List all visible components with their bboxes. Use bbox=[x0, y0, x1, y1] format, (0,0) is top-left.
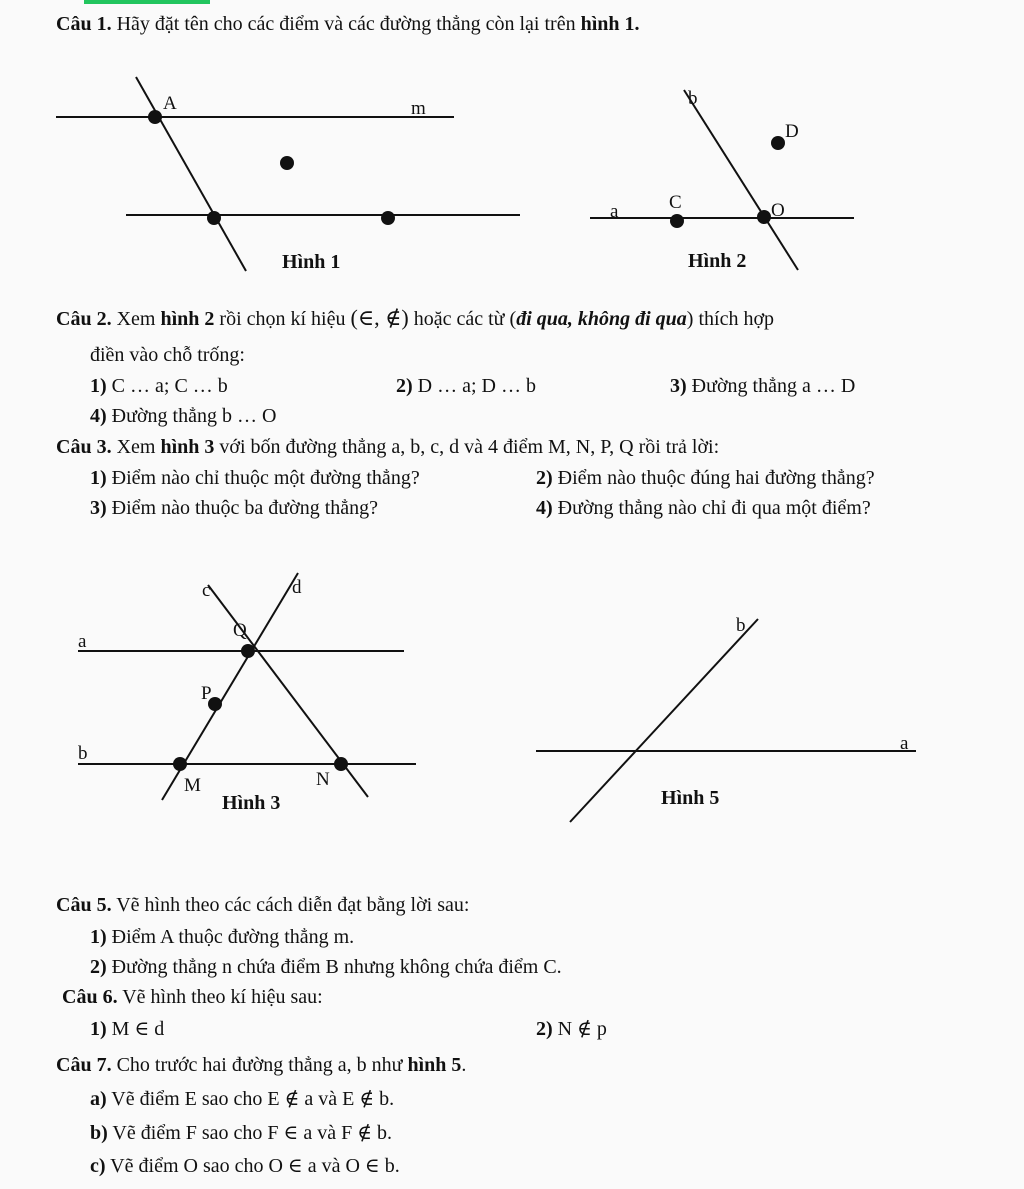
figure-2 bbox=[590, 80, 860, 280]
q3-item-1-num: 1) bbox=[90, 467, 107, 489]
fig2-label-a: a bbox=[610, 201, 619, 222]
q2-item-3-text: Đường thẳng a … D bbox=[686, 375, 856, 397]
fig3-point-M bbox=[173, 757, 187, 771]
q2-item-2-num: 2) bbox=[396, 375, 413, 397]
q2-italic-words: đi qua, không đi qua bbox=[516, 308, 687, 330]
q2-item-4-text: Đường thẳng b … O bbox=[106, 405, 277, 427]
q2-item-1-num: 1) bbox=[90, 375, 107, 397]
fig3-label-N: N bbox=[316, 769, 330, 790]
q3-figure-ref: hình 3 bbox=[160, 436, 215, 458]
q1-line bbox=[56, 12, 640, 36]
q3-item-2-num: 2) bbox=[536, 467, 553, 489]
fig3-label-P: P bbox=[201, 683, 212, 704]
q6-item-1-text: M ∈ d bbox=[106, 1018, 165, 1040]
q1-text: Hãy đặt tên cho các điểm và các đường thẳng còn lại trên bbox=[111, 13, 581, 35]
fig5-caption: Hình 5 bbox=[661, 787, 720, 809]
fig2-label-D: D bbox=[785, 121, 799, 142]
q3-label: Câu 3. bbox=[56, 436, 112, 458]
q7-text-b: . bbox=[461, 1054, 467, 1076]
fig1-label-A: A bbox=[163, 93, 177, 114]
fig2-point-C bbox=[670, 214, 684, 228]
q2-text-c: hoặc các từ ( bbox=[408, 308, 517, 330]
q3-item-2 bbox=[536, 466, 875, 490]
q2-item-1 bbox=[90, 374, 228, 398]
q3-text-b: với bốn đường thẳng a, b, c, d và 4 điểm M, N, P, Q rồi trả lời: bbox=[214, 436, 720, 458]
fig2-caption: Hình 2 bbox=[688, 250, 747, 272]
q1-label: Câu 1. bbox=[56, 13, 112, 35]
q3-line bbox=[56, 435, 719, 459]
q3-item-1-text: Điểm nào chỉ thuộc một đường thẳng? bbox=[106, 467, 420, 489]
fig3-point-Q bbox=[241, 644, 255, 658]
q5-item-2 bbox=[90, 955, 562, 979]
q6-label: Câu 6. bbox=[62, 986, 118, 1008]
figure-3 bbox=[70, 565, 430, 820]
q5-item-1-text: Điểm A thuộc đường thẳng m. bbox=[106, 926, 355, 948]
q7-item-b bbox=[90, 1121, 392, 1145]
fig1-label-m: m bbox=[411, 98, 426, 119]
q3-item-3-num: 3) bbox=[90, 497, 107, 519]
fig1-point-intersection bbox=[207, 211, 221, 225]
figure-5 bbox=[530, 605, 930, 830]
q2-figure-ref: hình 2 bbox=[160, 308, 215, 330]
q5-item-2-num: 2) bbox=[90, 956, 107, 978]
top-green-bar bbox=[84, 0, 210, 4]
q5-item-1 bbox=[90, 925, 354, 949]
q5-item-1-num: 1) bbox=[90, 926, 107, 948]
q2-text-b: rồi chọn kí hiệu bbox=[214, 308, 351, 330]
q5-label: Câu 5. bbox=[56, 894, 112, 916]
q3-item-4-text: Đường thẳng nào chỉ đi qua một điểm? bbox=[552, 497, 871, 519]
fig5-label-b: b bbox=[736, 615, 746, 636]
q6-item-1 bbox=[90, 1017, 164, 1041]
q2-item-3-num: 3) bbox=[670, 375, 687, 397]
q2-item-3 bbox=[670, 374, 855, 398]
q2-line2: điền vào chỗ trống: bbox=[90, 344, 245, 366]
q3-text-a: Xem bbox=[111, 436, 161, 458]
q2-line1 bbox=[56, 306, 774, 331]
q3-item-2-text: Điểm nào thuộc đúng hai đường thẳng? bbox=[552, 467, 875, 489]
q7-item-a-text: Vẽ điểm E sao cho E ∉ a và E ∉ b. bbox=[106, 1088, 395, 1110]
q3-item-1 bbox=[90, 466, 420, 490]
fig3-label-d: d bbox=[292, 577, 302, 598]
fig3-label-a: a bbox=[78, 631, 87, 652]
q6-item-2 bbox=[536, 1017, 607, 1041]
fig2-label-O: O bbox=[771, 200, 785, 221]
q2-text-d: ) thích hợp bbox=[686, 308, 775, 330]
figure-1 bbox=[50, 75, 530, 280]
q6-line bbox=[62, 985, 323, 1009]
fig1-line-slanted bbox=[136, 77, 246, 271]
fig2-label-C: C bbox=[669, 192, 682, 213]
fig5-label-a: a bbox=[900, 733, 909, 754]
fig3-label-Q: Q bbox=[233, 620, 247, 641]
q7-item-c-text: Vẽ điểm O sao cho O ∈ a và O ∈ b. bbox=[105, 1155, 400, 1177]
q7-item-b-num: b) bbox=[90, 1122, 108, 1144]
fig2-point-D bbox=[771, 136, 785, 150]
fig3-point-N bbox=[334, 757, 348, 771]
q2-item-1-text: C … a; C … b bbox=[106, 375, 228, 397]
fig3-label-b: b bbox=[78, 743, 88, 764]
fig2-label-b: b bbox=[688, 88, 698, 109]
q2-item-2 bbox=[396, 374, 536, 398]
fig3-label-M: M bbox=[184, 775, 201, 796]
q1-figure-ref: hình 1 bbox=[580, 13, 635, 35]
q2-item-2-text: D … a; D … b bbox=[412, 375, 536, 397]
q5-text: Vẽ hình theo các cách diễn đạt bằng lời sau: bbox=[111, 894, 470, 916]
q5-line bbox=[56, 893, 469, 917]
q7-item-a bbox=[90, 1087, 394, 1111]
q7-item-c-num: c) bbox=[90, 1155, 106, 1177]
fig3-label-c: c bbox=[202, 580, 211, 601]
q6-item-2-num: 2) bbox=[536, 1018, 553, 1040]
fig1-point-A bbox=[148, 110, 162, 124]
q1-period: . bbox=[634, 13, 640, 35]
q3-item-3 bbox=[90, 496, 378, 520]
q6-item-2-text: N ∉ p bbox=[552, 1018, 607, 1040]
q7-item-c bbox=[90, 1154, 400, 1178]
fig2-point-O bbox=[757, 210, 771, 224]
q2-symbols: (∈, ∉) bbox=[350, 305, 409, 330]
q7-text-a: Cho trước hai đường thẳng a, b như bbox=[111, 1054, 408, 1076]
q2-item-4-num: 4) bbox=[90, 405, 107, 427]
fig3-caption: Hình 3 bbox=[222, 792, 281, 814]
q7-item-b-text: Vẽ điểm F sao cho F ∈ a và F ∉ b. bbox=[107, 1122, 393, 1144]
q6-item-1-num: 1) bbox=[90, 1018, 107, 1040]
q6-text: Vẽ hình theo kí hiệu sau: bbox=[117, 986, 323, 1008]
q7-label: Câu 7. bbox=[56, 1054, 112, 1076]
q3-item-4 bbox=[536, 496, 871, 520]
q7-figure-ref: hình 5 bbox=[407, 1054, 462, 1076]
q2-text-a: Xem bbox=[111, 308, 161, 330]
q3-item-4-num: 4) bbox=[536, 497, 553, 519]
fig1-caption: Hình 1 bbox=[282, 251, 341, 273]
fig2-line-b bbox=[684, 90, 798, 270]
q5-item-2-text: Đường thẳng n chứa điểm B nhưng không chứa điểm C. bbox=[106, 956, 562, 978]
q2-item-4 bbox=[90, 404, 276, 428]
fig1-point-bottom bbox=[381, 211, 395, 225]
fig1-point-free bbox=[280, 156, 294, 170]
q7-item-a-num: a) bbox=[90, 1088, 107, 1110]
q7-line bbox=[56, 1053, 466, 1077]
q2-label: Câu 2. bbox=[56, 308, 112, 330]
q3-item-3-text: Điểm nào thuộc ba đường thẳng? bbox=[106, 497, 379, 519]
